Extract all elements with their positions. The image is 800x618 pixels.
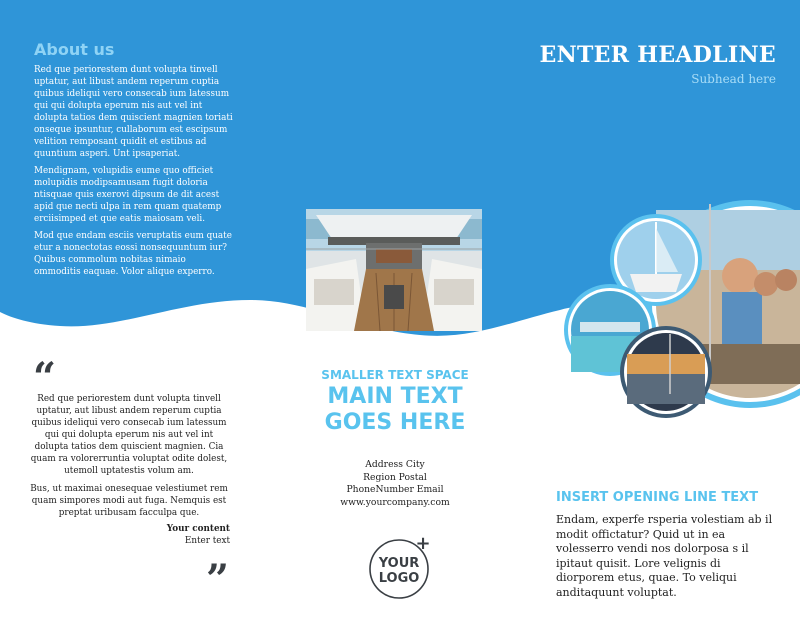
contact-address: Address City — [365, 459, 425, 470]
contact-info — [290, 459, 500, 509]
main-text-line: MAIN TEXT — [327, 384, 463, 409]
testimonial-paragraph: Red que periorestem dunt volupta tinvell uptatur, aut libust andem reperum cuptia quibus ideliqui vero consecab ium latessum qui qui dolupta eperum nis aut vel int dolupta tatios dem quiscient magnien. Cia quam ra volorerruntia voluptat odite dolest, utemoll uptatestis volum am. — [30, 394, 228, 476]
testimonial-text — [27, 393, 231, 525]
headline: ENTER HEADLINE — [539, 42, 776, 68]
smaller-text-space: SMALLER TEXT SPACE — [321, 368, 469, 382]
company-logo — [368, 536, 432, 600]
boat-interior-photo — [306, 209, 482, 331]
contact-phone-email: PhoneNumber Email — [346, 484, 444, 495]
main-text-line: GOES HERE — [324, 410, 466, 435]
author-name: Your content — [166, 524, 230, 534]
logo-text-your: YOUR — [378, 556, 420, 571]
plus-icon: + — [415, 536, 431, 554]
subhead: Subhead here — [691, 72, 776, 86]
contact-website[interactable]: www.yourcompany.com — [340, 496, 450, 508]
logo-text-logo: LOGO — [378, 571, 420, 586]
testimonial-paragraph: Bus, ut maximai onesequae velestiumet rem quam simpores modi aut fuga. Nemquis est preptat uribusam facculpa que. — [30, 484, 228, 518]
about-paragraph: Mendignam, volupidis eume quo officiet molupidis modipsamusam fugit doloria ntisquae quis exerovi dipsum de dit acest apid que necti ulpa in rem quam quatemp erciisimped et que eatis maiosam veli. — [34, 166, 222, 224]
quote-close-icon: ” — [206, 556, 230, 603]
main-text — [290, 384, 500, 436]
about-paragraph: Mod que endam esciis veruptatis eum quate etur a nonectotas eossi nonsequuntum iur? Quibus commolum nobitas nimaio ommoditis eaquae. Volor alique experro. — [34, 231, 232, 277]
opening-body-text: Endam, experfe rsperia volestiam ab il modit offictatur? Quid ut in ea volesserro vendi nos dolorposa s il ipitaut quisit. Lore velignis di diorporem etus, quae. To veliqui anditaquunt voluptat. — [556, 513, 773, 599]
about-paragraph: Red que periorestem dunt volupta tinvell uptatur, aut libust andem reperum cuptia quibus ideliqui vero consecab ium latessum qui qui dolupta eperum nis aut vel int dolupta tatios dem quiscient magnien toriati onseque ipsuntur, cullaborum est escipsum velition remposant quidit et estibus ad quuntium asperi. Unt ipsaperiat. — [34, 65, 233, 159]
testimonial-author — [167, 523, 230, 547]
about-text — [34, 64, 234, 283]
photo-collage — [560, 194, 800, 420]
about-title: About us — [34, 40, 115, 59]
author-sub: Enter text — [184, 536, 230, 546]
quote-open-icon: “ — [33, 354, 57, 401]
contact-region: Region Postal — [363, 471, 427, 483]
opening-line-heading: INSERT OPENING LINE TEXT — [556, 490, 759, 505]
